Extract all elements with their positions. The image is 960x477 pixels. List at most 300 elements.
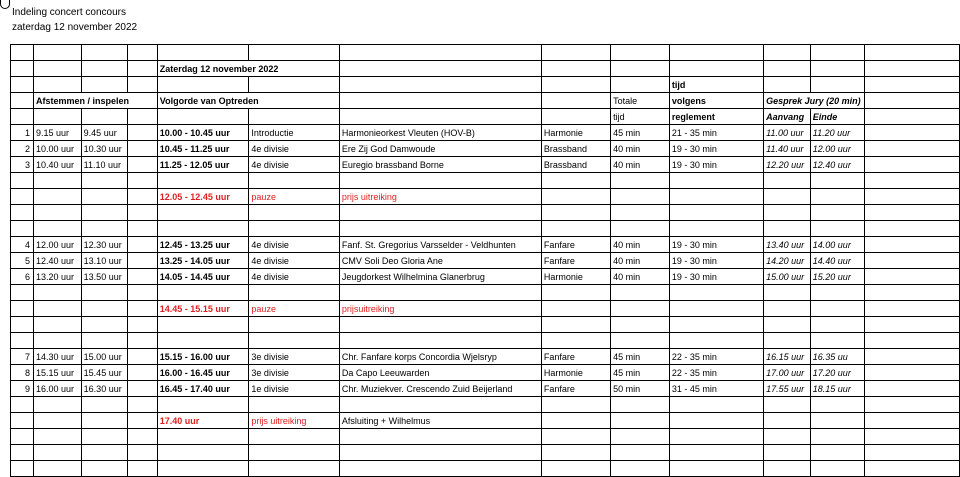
jury-start-cell: 11.40 uur [764, 141, 811, 157]
empty-cell [81, 173, 128, 189]
empty-cell [249, 397, 339, 413]
spacer-row [11, 445, 960, 461]
row-number: 7 [11, 349, 34, 365]
regulation-time-cell: 19 - 30 min [669, 157, 763, 173]
empty-cell [669, 317, 763, 333]
empty-cell [128, 317, 157, 333]
empty-cell [764, 317, 811, 333]
division-cell: 3e divisie [249, 365, 339, 381]
tuning-end-cell: 11.10 uur [81, 157, 128, 173]
empty-cell [864, 221, 959, 237]
row-number: 2 [11, 141, 34, 157]
empty-cell [864, 381, 959, 397]
performance-row [11, 365, 960, 381]
empty-cell [541, 461, 610, 477]
performance-row [11, 157, 960, 173]
empty-cell [249, 317, 339, 333]
tuning-start-cell: 12.00 uur [33, 237, 81, 253]
orchestra-cell: Harmonieorkest Vleuten (HOV-B) [339, 125, 541, 141]
order-heading: Volgorde van Optreden [157, 93, 339, 109]
orchestra-cell: Chr. Fanfare korps Concordia Wjelsryp [339, 349, 541, 365]
empty-cell [611, 301, 670, 317]
spacer-row [11, 45, 960, 61]
empty-cell [249, 333, 339, 349]
tuning-end-cell: 13.10 uur [81, 253, 128, 269]
empty-cell [81, 221, 128, 237]
empty-cell [611, 221, 670, 237]
empty-cell [11, 333, 34, 349]
empty-cell [81, 285, 128, 301]
empty-cell [339, 445, 541, 461]
spacer-row [11, 317, 960, 333]
empty-cell [249, 205, 339, 221]
performance-row [11, 349, 960, 365]
total-time-cell: 40 min [611, 141, 670, 157]
empty-cell [541, 285, 610, 301]
closing-row [11, 413, 960, 429]
tuning-start-cell: 16.00 uur [33, 381, 81, 397]
empty-cell [157, 333, 249, 349]
empty-cell [669, 429, 763, 445]
tuning-start-cell: 9.15 uur [33, 125, 81, 141]
tuning-start-cell: 10.40 uur [33, 157, 81, 173]
empty-cell [864, 461, 959, 477]
empty-cell [810, 413, 864, 429]
empty-cell [33, 413, 81, 429]
empty-cell [810, 301, 864, 317]
tuning-end-cell: 9.45 uur [81, 125, 128, 141]
regulation-time-cell: 19 - 30 min [669, 253, 763, 269]
empty-cell [541, 429, 610, 445]
spacer-row [11, 205, 960, 221]
empty-cell [810, 397, 864, 413]
empty-cell [157, 461, 249, 477]
jury-end-cell: 12.40 uur [810, 157, 864, 173]
empty-cell [157, 317, 249, 333]
empty-cell [541, 445, 610, 461]
tuning-heading: Afstemmen / inspelen [33, 93, 157, 109]
tijd-top-heading: tijd [669, 77, 763, 93]
empty-cell [11, 429, 34, 445]
division-cell: 1e divisie [249, 381, 339, 397]
empty-cell [128, 429, 157, 445]
empty-cell [669, 221, 763, 237]
total-time-cell: 40 min [611, 269, 670, 285]
empty-cell [611, 461, 670, 477]
empty-cell [764, 205, 811, 221]
division-cell: 4e divisie [249, 141, 339, 157]
empty-cell [249, 461, 339, 477]
empty-cell [339, 397, 541, 413]
empty-cell [864, 301, 959, 317]
break-time-cell: 17.40 uur [157, 413, 249, 429]
header-sub-row [11, 109, 960, 125]
empty-cell [128, 141, 157, 157]
empty-cell [611, 189, 670, 205]
empty-cell [81, 317, 128, 333]
empty-cell [11, 317, 34, 333]
jury-end-cell: 11.20 uur [810, 125, 864, 141]
empty-cell [764, 221, 811, 237]
tuning-start-cell: 10.00 uur [33, 141, 81, 157]
total-time-cell: 50 min [611, 381, 670, 397]
break-note-cell: prijsuitreiking [339, 301, 541, 317]
empty-cell [810, 333, 864, 349]
empty-cell [864, 349, 959, 365]
einde-heading: Einde [810, 109, 864, 125]
empty-cell [611, 173, 670, 189]
orchestra-type-cell: Fanfare [541, 237, 610, 253]
empty-cell [11, 189, 34, 205]
empty-cell [157, 205, 249, 221]
empty-cell [864, 173, 959, 189]
total-time-cell: 45 min [611, 349, 670, 365]
tuning-end-cell: 13.50 uur [81, 269, 128, 285]
division-cell: 4e divisie [249, 269, 339, 285]
jury-start-cell: 11.00 uur [764, 125, 811, 141]
orchestra-cell: Euregio brassband Borne [339, 157, 541, 173]
empty-cell [81, 189, 128, 205]
break-row [11, 189, 960, 205]
orchestra-type-cell: Harmonie [541, 269, 610, 285]
performance-time-cell: 10.45 - 11.25 uur [157, 141, 249, 157]
schedule-body [11, 45, 960, 477]
empty-cell [249, 221, 339, 237]
row-number: 1 [11, 125, 34, 141]
orchestra-cell: Da Capo Leeuwarden [339, 365, 541, 381]
performance-row [11, 125, 960, 141]
break-time-cell: 12.05 - 12.45 uur [157, 189, 249, 205]
jury-end-cell: 12.00 uur [810, 141, 864, 157]
jury-start-cell: 17.00 uur [764, 365, 811, 381]
tuning-end-cell: 15.00 uur [81, 349, 128, 365]
empty-cell [128, 397, 157, 413]
empty-cell [81, 461, 128, 477]
spacer-row [11, 285, 960, 301]
empty-cell [11, 221, 34, 237]
empty-cell [810, 285, 864, 301]
empty-cell [339, 173, 541, 189]
total-time-cell: 40 min [611, 157, 670, 173]
performance-time-cell: 10.00 - 10.45 uur [157, 125, 249, 141]
empty-cell [864, 365, 959, 381]
empty-cell [157, 445, 249, 461]
empty-cell [864, 429, 959, 445]
orchestra-cell: CMV Soli Deo Gloria Ane [339, 253, 541, 269]
orchestra-cell: Chr. Muziekver. Crescendo Zuid Beijerland [339, 381, 541, 397]
empty-cell [33, 445, 81, 461]
document-title: Indeling concert concours [12, 7, 126, 18]
empty-cell [157, 173, 249, 189]
orchestra-cell: Jeugdorkest Wilhelmina Glanerbrug [339, 269, 541, 285]
empty-cell [764, 285, 811, 301]
jury-end-cell: 17.20 uur [810, 365, 864, 381]
empty-cell [541, 413, 610, 429]
total-time-cell: 45 min [611, 365, 670, 381]
empty-cell [541, 205, 610, 221]
empty-cell [764, 445, 811, 461]
empty-cell [81, 205, 128, 221]
row-number: 4 [11, 237, 34, 253]
regulation-time-cell: 21 - 35 min [669, 125, 763, 141]
empty-cell [128, 205, 157, 221]
empty-cell [33, 333, 81, 349]
empty-cell [11, 301, 34, 317]
spacer-row [11, 429, 960, 445]
jury-end-cell: 16.35 uu [810, 349, 864, 365]
empty-cell [157, 221, 249, 237]
empty-cell [339, 429, 541, 445]
empty-cell [611, 429, 670, 445]
spacer-row [11, 333, 960, 349]
performance-time-cell: 16.00 - 16.45 uur [157, 365, 249, 381]
empty-cell [764, 189, 811, 205]
empty-cell [249, 285, 339, 301]
empty-cell [128, 269, 157, 285]
jury-end-cell: 14.00 uur [810, 237, 864, 253]
empty-cell [128, 333, 157, 349]
tuning-start-cell: 13.20 uur [33, 269, 81, 285]
empty-cell [128, 173, 157, 189]
regulation-time-cell: 31 - 45 min [669, 381, 763, 397]
tuning-start-cell: 14.30 uur [33, 349, 81, 365]
empty-cell [128, 221, 157, 237]
empty-cell [864, 125, 959, 141]
division-cell: 4e divisie [249, 237, 339, 253]
empty-cell [249, 445, 339, 461]
schedule-table [10, 44, 960, 477]
empty-cell [764, 173, 811, 189]
empty-cell [810, 205, 864, 221]
spacer-row [11, 173, 960, 189]
empty-cell [864, 397, 959, 413]
performance-row [11, 141, 960, 157]
empty-cell [764, 429, 811, 445]
division-cell: Introductie [249, 125, 339, 141]
header-tijd-row [11, 77, 960, 93]
empty-cell [611, 445, 670, 461]
break-note-cell: Afsluiting + Wilhelmus [339, 413, 541, 429]
empty-cell [669, 397, 763, 413]
empty-cell [541, 301, 610, 317]
regulation-time-cell: 19 - 30 min [669, 141, 763, 157]
empty-cell [541, 333, 610, 349]
empty-cell [33, 317, 81, 333]
empty-cell [11, 285, 34, 301]
tuning-end-cell: 16.30 uur [81, 381, 128, 397]
empty-cell [339, 317, 541, 333]
empty-cell [764, 397, 811, 413]
orchestra-type-cell: Fanfare [541, 349, 610, 365]
empty-cell [157, 397, 249, 413]
empty-cell [864, 413, 959, 429]
empty-cell [864, 269, 959, 285]
performance-time-cell: 11.25 - 12.05 uur [157, 157, 249, 173]
break-note-cell: prijs uitreiking [339, 189, 541, 205]
empty-cell [864, 205, 959, 221]
empty-cell [864, 237, 959, 253]
empty-cell [11, 461, 34, 477]
empty-cell [33, 429, 81, 445]
break-label-cell: prijs uitreiking [249, 413, 339, 429]
aanvang-heading: Aanvang [764, 109, 811, 125]
orchestra-type-cell: Brassband [541, 157, 610, 173]
tuning-start-cell: 15.15 uur [33, 365, 81, 381]
empty-cell [128, 301, 157, 317]
empty-cell [157, 429, 249, 445]
row-number: 3 [11, 157, 34, 173]
empty-cell [11, 413, 34, 429]
empty-cell [611, 317, 670, 333]
header-day-row [11, 61, 960, 77]
empty-cell [864, 189, 959, 205]
empty-cell [33, 397, 81, 413]
empty-cell [33, 301, 81, 317]
division-cell: 4e divisie [249, 253, 339, 269]
empty-cell [11, 205, 34, 221]
empty-cell [157, 285, 249, 301]
empty-cell [764, 461, 811, 477]
regulation-time-cell: 19 - 30 min [669, 237, 763, 253]
empty-cell [249, 429, 339, 445]
empty-cell [810, 221, 864, 237]
empty-cell [339, 461, 541, 477]
performance-time-cell: 16.45 - 17.40 uur [157, 381, 249, 397]
jury-start-cell: 13.40 uur [764, 237, 811, 253]
division-cell: 4e divisie [249, 157, 339, 173]
orchestra-type-cell: Harmonie [541, 125, 610, 141]
empty-cell [81, 445, 128, 461]
jury-start-cell: 14.20 uur [764, 253, 811, 269]
empty-cell [764, 413, 811, 429]
empty-cell [11, 173, 34, 189]
empty-cell [128, 461, 157, 477]
empty-cell [810, 317, 864, 333]
empty-cell [339, 333, 541, 349]
empty-cell [611, 413, 670, 429]
empty-cell [11, 397, 34, 413]
jury-end-cell: 15.20 uur [810, 269, 864, 285]
jury-end-cell: 18.15 uur [810, 381, 864, 397]
jury-start-cell: 17.55 uur [764, 381, 811, 397]
empty-cell [669, 173, 763, 189]
empty-cell [864, 333, 959, 349]
empty-cell [764, 333, 811, 349]
regulation-time-cell: 19 - 30 min [669, 269, 763, 285]
empty-cell [541, 173, 610, 189]
performance-row [11, 253, 960, 269]
jury-start-cell: 12.20 uur [764, 157, 811, 173]
performance-time-cell: 12.45 - 13.25 uur [157, 237, 249, 253]
spacer-row [11, 221, 960, 237]
empty-cell [810, 173, 864, 189]
division-cell: 3e divisie [249, 349, 339, 365]
empty-cell [128, 125, 157, 141]
break-time-cell: 14.45 - 15.15 uur [157, 301, 249, 317]
empty-cell [541, 397, 610, 413]
empty-cell [33, 173, 81, 189]
orchestra-type-cell: Brassband [541, 141, 610, 157]
empty-cell [864, 157, 959, 173]
empty-cell [128, 381, 157, 397]
empty-cell [33, 285, 81, 301]
empty-cell [669, 461, 763, 477]
break-label-cell: pauze [249, 301, 339, 317]
empty-cell [541, 317, 610, 333]
empty-cell [611, 397, 670, 413]
empty-cell [611, 285, 670, 301]
day-heading: Zaterdag 12 november 2022 [157, 61, 339, 77]
empty-cell [128, 349, 157, 365]
performance-time-cell: 15.15 - 16.00 uur [157, 349, 249, 365]
empty-cell [810, 461, 864, 477]
jury-heading: Gesprek Jury (20 min) [764, 93, 865, 109]
tuning-end-cell: 10.30 uur [81, 141, 128, 157]
empty-cell [128, 285, 157, 301]
document-date: zaterdag 12 november 2022 [12, 22, 138, 33]
empty-cell [611, 205, 670, 221]
empty-cell [33, 221, 81, 237]
empty-cell [864, 445, 959, 461]
empty-cell [669, 285, 763, 301]
orchestra-cell: Ere Zij God Damwoude [339, 141, 541, 157]
empty-cell [128, 189, 157, 205]
empty-cell [81, 413, 128, 429]
empty-cell [669, 301, 763, 317]
empty-cell [11, 445, 34, 461]
empty-cell [864, 317, 959, 333]
empty-cell [81, 333, 128, 349]
performance-row [11, 269, 960, 285]
empty-cell [541, 189, 610, 205]
comment-marker-icon [0, 0, 10, 9]
empty-cell [864, 285, 959, 301]
empty-cell [128, 237, 157, 253]
empty-cell [339, 285, 541, 301]
performance-row [11, 381, 960, 397]
empty-cell [669, 205, 763, 221]
break-label-cell: pauze [249, 189, 339, 205]
jury-start-cell: 16.15 uur [764, 349, 811, 365]
regulation-time-cell: 22 - 35 min [669, 365, 763, 381]
header-main-row [11, 93, 960, 109]
empty-cell [81, 301, 128, 317]
empty-cell [764, 301, 811, 317]
empty-cell [611, 333, 670, 349]
empty-cell [864, 253, 959, 269]
break-row [11, 301, 960, 317]
total-time-cell: 40 min [611, 253, 670, 269]
orchestra-type-cell: Fanfare [541, 381, 610, 397]
empty-cell [33, 461, 81, 477]
tijd-heading: tijd [611, 109, 670, 125]
empty-cell [669, 445, 763, 461]
empty-cell [128, 253, 157, 269]
empty-cell [669, 333, 763, 349]
performance-time-cell: 13.25 - 14.05 uur [157, 253, 249, 269]
empty-cell [81, 429, 128, 445]
row-number: 6 [11, 269, 34, 285]
orchestra-cell: Fanf. St. Gregorius Varsselder - Veldhunten [339, 237, 541, 253]
empty-cell [810, 429, 864, 445]
row-number: 9 [11, 381, 34, 397]
jury-end-cell: 14.40 uur [810, 253, 864, 269]
empty-cell [128, 157, 157, 173]
empty-cell [864, 141, 959, 157]
total-time-cell: 45 min [611, 125, 670, 141]
row-number: 8 [11, 365, 34, 381]
empty-cell [81, 397, 128, 413]
